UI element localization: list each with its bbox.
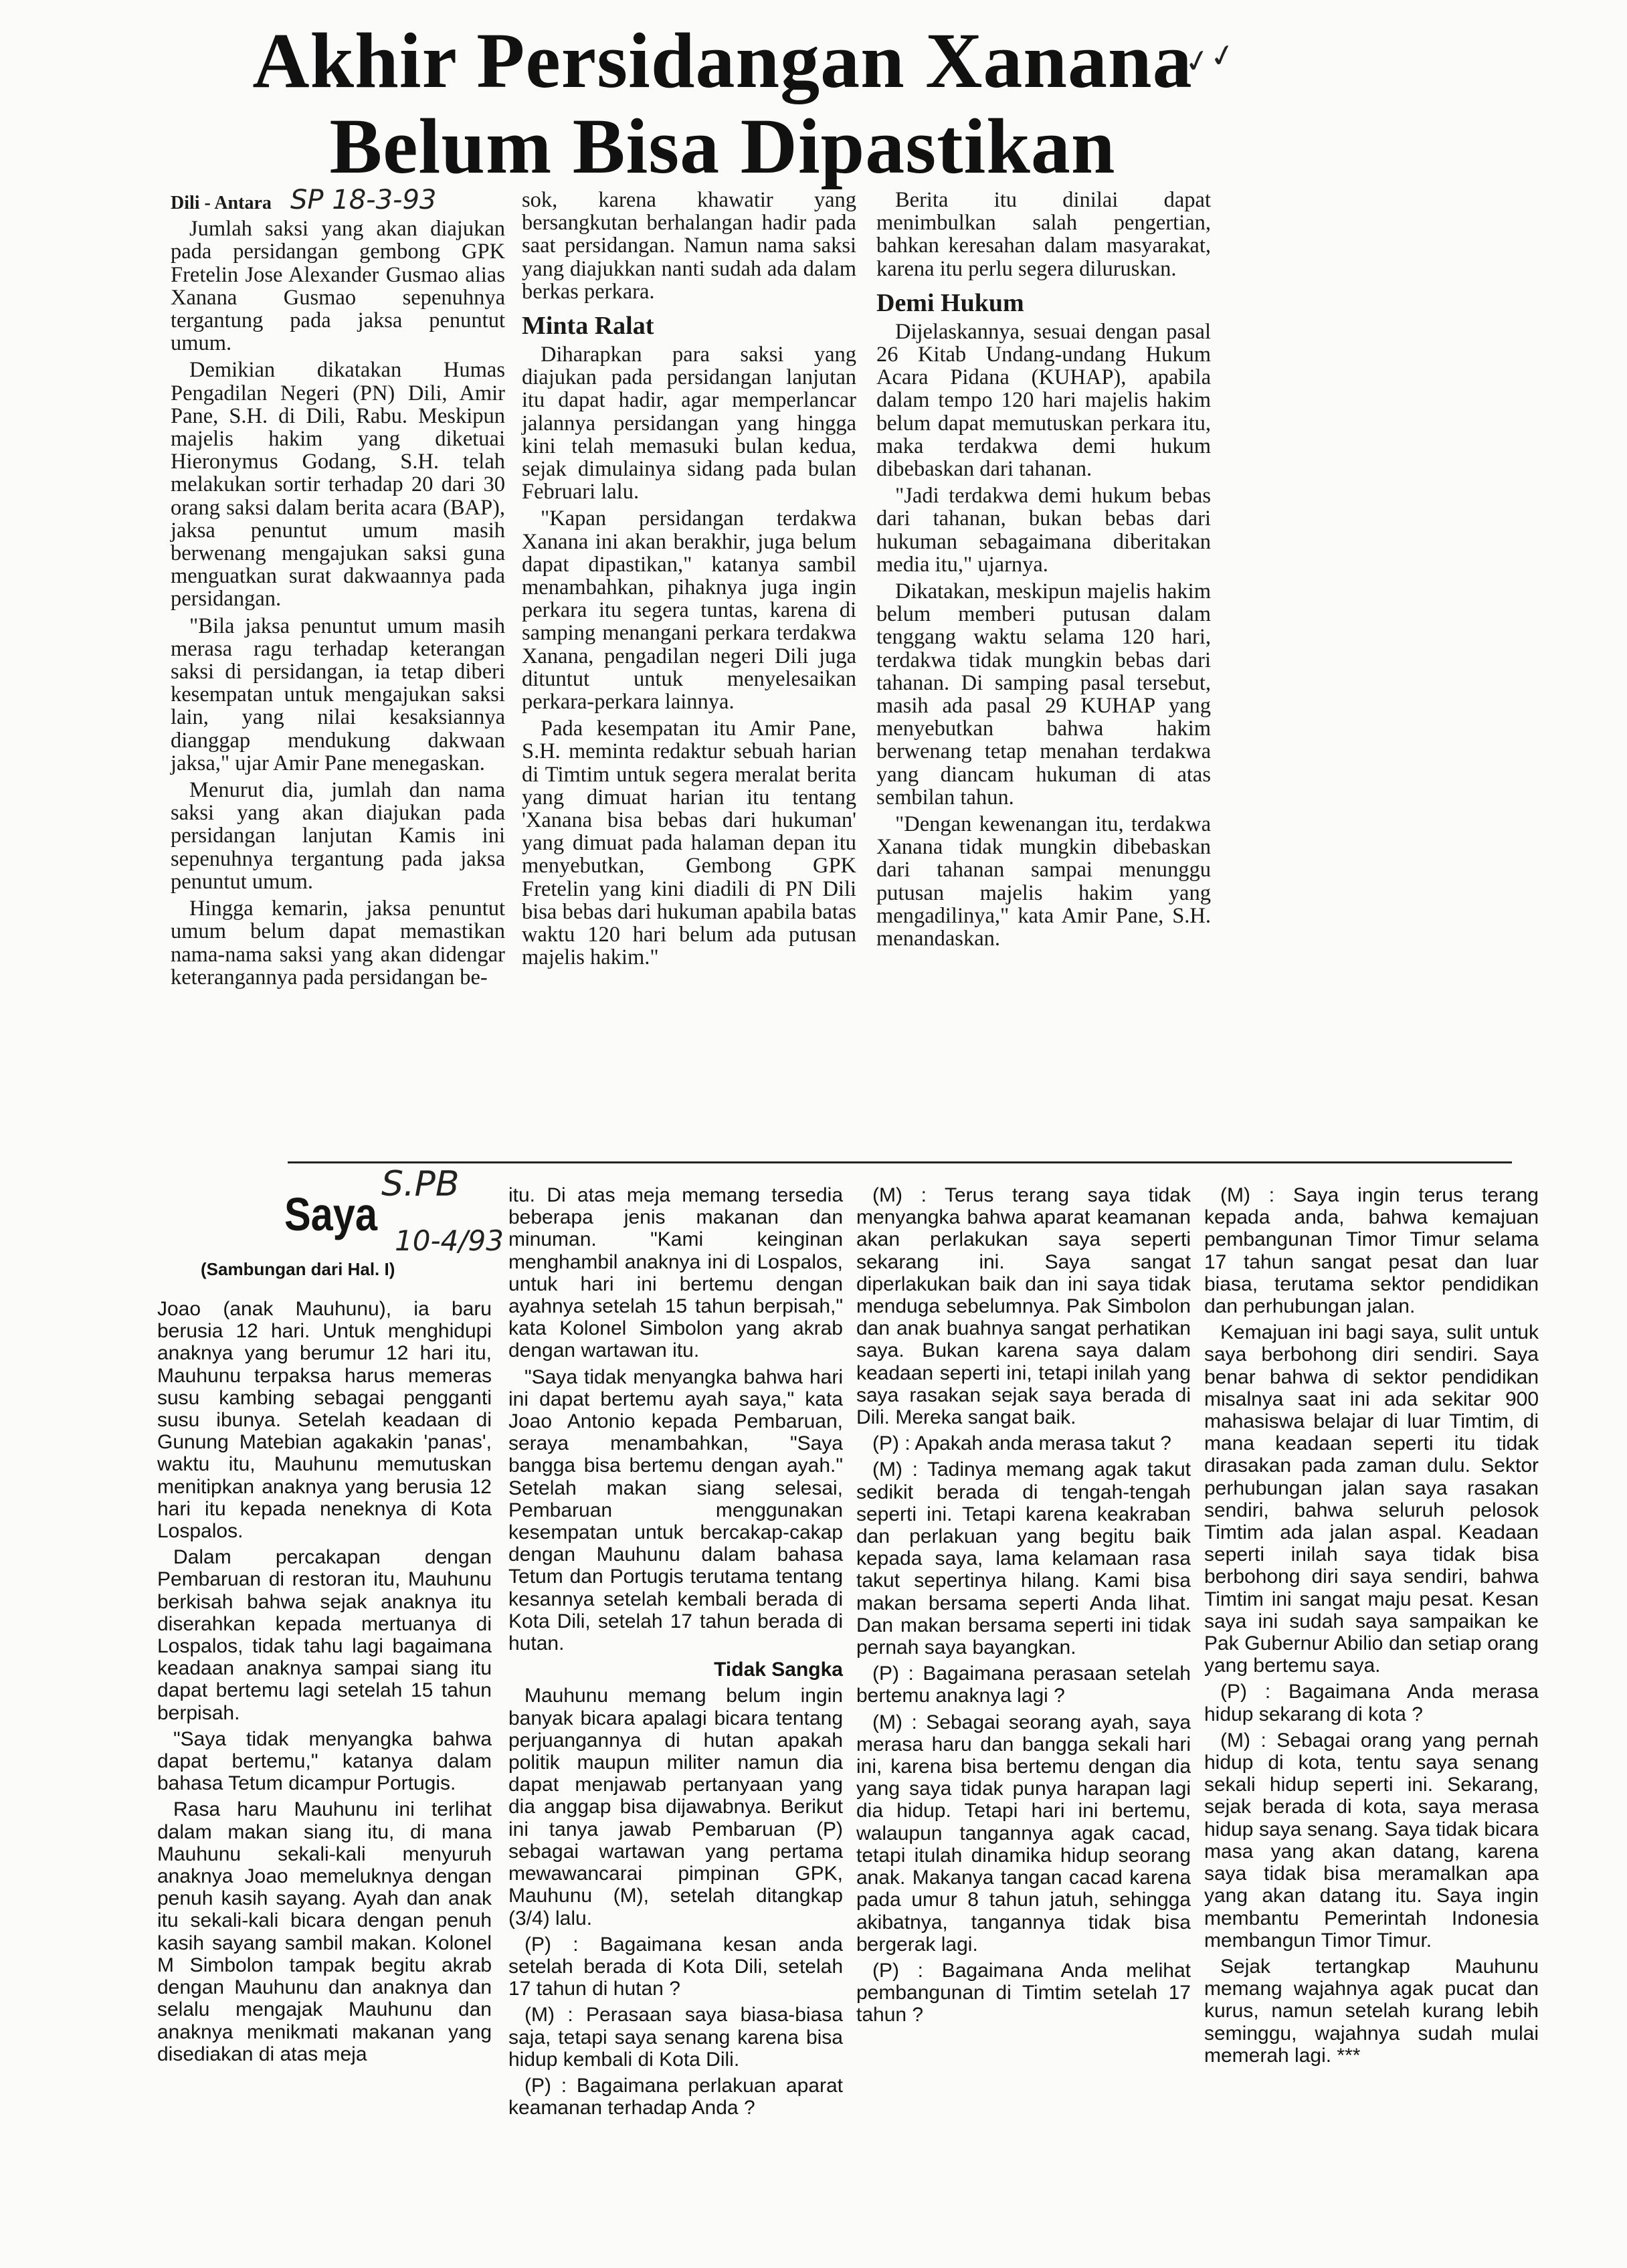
paragraph: (P) : Bagaimana kesan anda setelah berada di Kota Dili, setelah 17 tahun di hutan ? [508, 1933, 843, 2000]
paragraph: "Kapan persidangan terdakwa Xanana ini akan berakhir, juga belum dapat dipastikan," katanya sambil menambahkan, pihaknya juga ingin perkara itu segera tuntas, karena di samping menangani perkara terdakwa Xanana, pengadilan negeri Dili juga dituntut untuk menyelesaikan perkara-perkara lainnya. [522, 506, 856, 715]
article2-column-3 [856, 1184, 1191, 2030]
paragraph: (P) : Bagaimana Anda merasa hidup sekarang di kota ? [1204, 1681, 1539, 1725]
paragraph: Hingga kemarin, jaksa penuntut umum belum dapat memastikan nama-nama saksi yang akan didengar keterangannya pada persidangan be- [171, 896, 505, 989]
paragraph: (M) : Tadinya memang agak takut sedikit berada di tengah-tengah seperti ini. Tetapi karena keakraban dan perlakuan yang begitu baik kepada saya, lama kelamaan rasa takut sepertinya hilang. Kami bisa makan bersama seperti Anda lihat. Dan makan bersama seperti ini tidak pernah saya bayangkan. [856, 1458, 1191, 1659]
subhead-minta-ralat: Minta Ralat [522, 312, 654, 341]
paragraph: Dijelaskannya, sesuai dengan pasal 26 Kitab Undang-undang Hukum Acara Pidana (KUHAP), apabila dalam tempo 120 hari majelis hakim belum dapat memutuskan perkara itu, maka terdakwa demi hukum dibebaskan dari tahanan. [876, 319, 1211, 482]
paragraph: "Saya tidak menyangka bahwa hari ini dapat bertemu ayah saya," kata Joao Antonio kepada Pembaruan, seraya menambahkan, "Saya bangga bisa bertemu dengan ayah." Setelah makan siang selesai, Pembaruan menggunakan kesempatan untuk bercakap-cakap dengan Mauhunu dalam bahasa Tetum dan Portugis terutama tentang kesannya setelah kembali berada di Kota Dili, setelah 17 tahun berada di hutan. [508, 1365, 843, 1655]
paragraph: Rasa haru Mauhunu ini terlihat dalam makan siang itu, di mana Mauhunu sekali-kali menyuruh anaknya Joao memeluknya dengan penuh kasih sayang. Ayah dan anak itu sekali-kali bicara dengan penuh kasih sayang sambil makan. Kolonel M Simbolon tampak begitu akrab dengan Mauhunu dan anaknya dan selalu mengajak Mauhunu dan anaknya menikmati makanan yang disediakan di atas meja [157, 1798, 492, 2065]
paragraph: Berita itu dinilai dapat menimbulkan salah pengertian, bahkan keresahan dalam masyarakat, karena itu perlu segera diluruskan. [876, 188, 1211, 281]
paragraph: sok, karena khawatir yang bersangkutan berhalangan hadir pada saat persidangan. Namun nama saksi yang diajukkan nanti sudah ada dalam berkas perkara. [522, 188, 856, 304]
section-divider [288, 1161, 1512, 1163]
paragraph: Kemajuan ini bagi saya, sulit untuk saya berbohong diri sendiri. Saya benar bahwa di sektor pendidikan misalnya saat ini ada sekitar 900 mahasiswa belajar di luar Timtim, di mana keadaan seperti itu tidak dirasakan pada zaman dulu. Sektor perhubungan jalan saya rasakan sendiri, bahwa seluruh pelosok Timtim ada jalan aspal. Keadaan seperti inilah saya tidak bisa berbohong diri saya sendiri, bahwa Timtim ini sangat maju pesat. Kesan saya ini sudah saya sampaikan ke Pak Gubernur Abilio dan setiap orang yang bertemu saya. [1204, 1321, 1539, 1677]
article2-column-1 [157, 1298, 492, 2069]
handwritten-source: S.PB [381, 1164, 460, 1204]
continuation-note: (Sambungan dari Hal. I) [201, 1259, 395, 1279]
paragraph: (M) : Terus terang saya tidak menyangka bahwa aparat keamanan akan perlakukan saya seperti sekarang ini. Saya sangat diperlakukan baik dan ini saya tidak menduga sebelumnya. Pak Simbolon dan anak buahnya sangat perhatikan saya. Bukan karena saya dalam keadaan seperti ini, tetapi inilah yang saya rasakan sejak saya berada di Dili. Mereka sangat baik. [856, 1184, 1191, 1429]
paragraph: "Bila jaksa penuntut umum masih merasa ragu terhadap keterangan saksi di persidangan, ia tetap diberi kesempatan untuk mengajukan saksi lain, yang nilai kesaksiannya dianggap mendukung dakwaan jaksa," ujar Amir Pane menegaskan. [171, 613, 505, 775]
handwritten-date-2: 10-4/93 [395, 1224, 504, 1257]
article1-column-1 [171, 185, 505, 993]
handwritten-date: SP 18-3-93 [290, 185, 437, 215]
article1-column-2 [522, 189, 856, 973]
paragraph: Sejak tertangkap Mauhunu memang wajahnya agak pucat dan kurus, namun setelah kurang lebih seminggu, wajahnya sudah mulai memerah lagi. *** [1204, 1955, 1539, 2067]
headline-line-1: Akhir Persidangan Xanana [252, 17, 1193, 104]
paragraph: "Jadi terdakwa demi hukum bebas dari tahanan, bukan bebas dari hukuman sebagaimana diberitakan media itu," ujarnya. [876, 484, 1211, 577]
article2-column-4 [1204, 1184, 1539, 2071]
paragraph: (P) : Apakah anda merasa takut ? [872, 1432, 1171, 1455]
paragraph: "Saya tidak menyangka bahwa dapat bertemu," katanya dalam bahasa Tetum dicampur Portugis. [157, 1727, 492, 1795]
paragraph: itu. Di atas meja memang tersedia beberapa jenis makanan dan minuman. "Kami keinginan menghambil anaknya ini di Lospalos, untuk hari ini bertemu dengan ayahnya setelah 15 tahun berpisah," kata Kolonel Simbolon yang akrab dengan wartawan itu. [508, 1184, 843, 1362]
paragraph: Diharapkan para saksi yang diajukan pada persidangan lanjutan itu dapat hadir, agar memperlancar jalannya persidangan yang hingga kini telah memasuki bulan kedua, sejak dimulainya sidang pada bulan Februari lalu. [522, 343, 856, 504]
article2-column-2 [508, 1184, 843, 2123]
paragraph: Pada kesempatan itu Amir Pane, S.H. meminta redaktur sebuah harian di Timtim untuk segera meralat berita yang dimuat harian itu tentang 'Xanana bisa bebas dari hukuman' yang dimuat pada halaman depan itu menyebutkan, Gembong GPK Fretelin yang kini diadili di PN Dili bisa bebas dari hukuman apabila batas waktu 120 hari belum ada putusan majelis hakim." [522, 717, 856, 970]
paragraph: (M) : Sebagai seorang ayah, saya merasa haru dan bangga sekali hari ini, karena bisa bertemu dengan dia yang saya tidak punya harapan lagi dia hidup. Tetapi hari ini bertemu, walaupun tangannya agak cacad, tetapi itulah dinamika hidup seorang anak. Makanya tangan cacad karena pada umur 8 tahun jatuh, sehingga akibatnya, tangannya tidak bisa bergerak lagi. [856, 1711, 1191, 1956]
article1-column-3 [876, 189, 1211, 954]
paragraph: Joao (anak Mauhunu), ia baru berusia 12 hari. Untuk menghidupi anaknya yang berumur 12 hari itu, Mauhunu terpaksa harus memeras susu kambing sebagai pengganti susu ibunya. Setelah keadaan di Gunung Matebian agakakin 'panas', waktu itu, Mauhunu memutuskan menitipkan anaknya yang berusia 12 hari itu kepada neneknya di Kota Lospalos. [157, 1298, 492, 1543]
paragraph: (M) : Sebagai orang yang pernah hidup di kota, tentu saya senang sekali hidup seperti ini. Sekarang, sejak berada di kota, saya merasa hidup saya senang. Saya tidak bicara masa yang akan datang, karena saya tidak bisa meramalkan apa yang akan datang itu. Saya ingin membantu Pemerintah Indonesia membangun Timor Timur. [1204, 1729, 1539, 1952]
handwritten-mark: ✓✓ [1181, 35, 1239, 82]
dateline: Dili - Antara [171, 193, 272, 213]
paragraph: Dalam percakapan dengan Pembaruan di restoran itu, Mauhunu berkisah bahwa sejak anaknya itu diserahkan kepada mertuanya di Lospalos, tidak tahu lagi bagaimana keadaan anaknya sampai siang itu dapat bertemu lagi setelah 15 tahun berpisah. [157, 1546, 492, 1724]
paragraph: (P) : Bagaimana perasaan setelah bertemu anaknya lagi ? [856, 1663, 1191, 1707]
paragraph: Mauhunu memang belum ingin banyak bicara apalagi bicara tentang perjuangannya di hutan apakah politik maupun militer namun dia dapat menjawab pertanyaan yang dia anggap bisa dijawabnya. Berikut ini tanya jawab Pembaruan (P) sebagai wartawan yang pertama mewawancarai pimpinan GPK, Mauhunu (M), setelah ditangkap (3/4) lalu. [508, 1685, 843, 1929]
paragraph: (M) : Saya ingin terus terang kepada anda, bahwa kemajuan pembangunan Timor Timur selama 17 tahun sangat pesat dan luar biasa, terutama sektor pendidikan dan perhubungan jalan. [1204, 1184, 1539, 1318]
headline-line-2: Belum Bisa Dipastikan [329, 102, 1116, 190]
paragraph: (P) : Bagaimana Anda melihat pembangunan di Timtim setelah 17 tahun ? [856, 1959, 1191, 2026]
article2-title: Saya [284, 1188, 377, 1240]
paragraph: Menurut dia, jumlah dan nama saksi yang akan diajukan pada persidangan lanjutan Kamis ini sepenuhnya tergantung pada jaksa penuntut umum. [171, 778, 505, 894]
subhead-demi-hukum: Demi Hukum [876, 288, 1024, 317]
paragraph: "Dengan kewenangan itu, terdakwa Xanana tidak mungkin dibebaskan dari tahanan sampai menunggu putusan majelis hakim yang mengadilinya," kata Amir Pane, S.H. menandaskan. [876, 812, 1211, 951]
paragraph: (P) : Bagaimana perlakuan aparat keamanan terhadap Anda ? [508, 2074, 843, 2119]
paragraph: (M) : Perasaan saya biasa-biasa saja, tetapi saya senang karena bisa hidup kembali di Kota Dili. [508, 2004, 843, 2071]
paragraph: Jumlah saksi yang akan diajukan pada persidangan gembong GPK Fretelin Jose Alexander Gusmao alias Xanana Gusmao sepenuhnya tergantung pada jaksa penuntut umum. [171, 217, 505, 356]
paragraph: Dikatakan, meskipun majelis hakim belum memberi putusan dalam tenggang waktu selama 120 hari, terdakwa tidak mungkin bebas dari tahanan. Di samping pasal tersebut, masih ada pasal 29 KUHAP yang menyebutkan bahwa hakim berwenang tetap menahan terdakwa yang diancam hukuman di atas sembilan tahun. [876, 579, 1211, 810]
subhead-tidak-sangka: Tidak Sangka [714, 1659, 843, 1681]
paragraph: Demikian dikatakan Humas Pengadilan Negeri (PN) Dili, Amir Pane, S.H. di Dili, Rabu. Meskipun majelis hakim yang diketuai Hieronymus Godang, S.H. telah melakukan sortir terhadap 20 dari 30 orang saksi dalam berita acara (BAP), jaksa penuntut umum masih berwenang mengajukan saksi guna menguatkan surat dakwaannya pada persidangan. [171, 358, 505, 611]
